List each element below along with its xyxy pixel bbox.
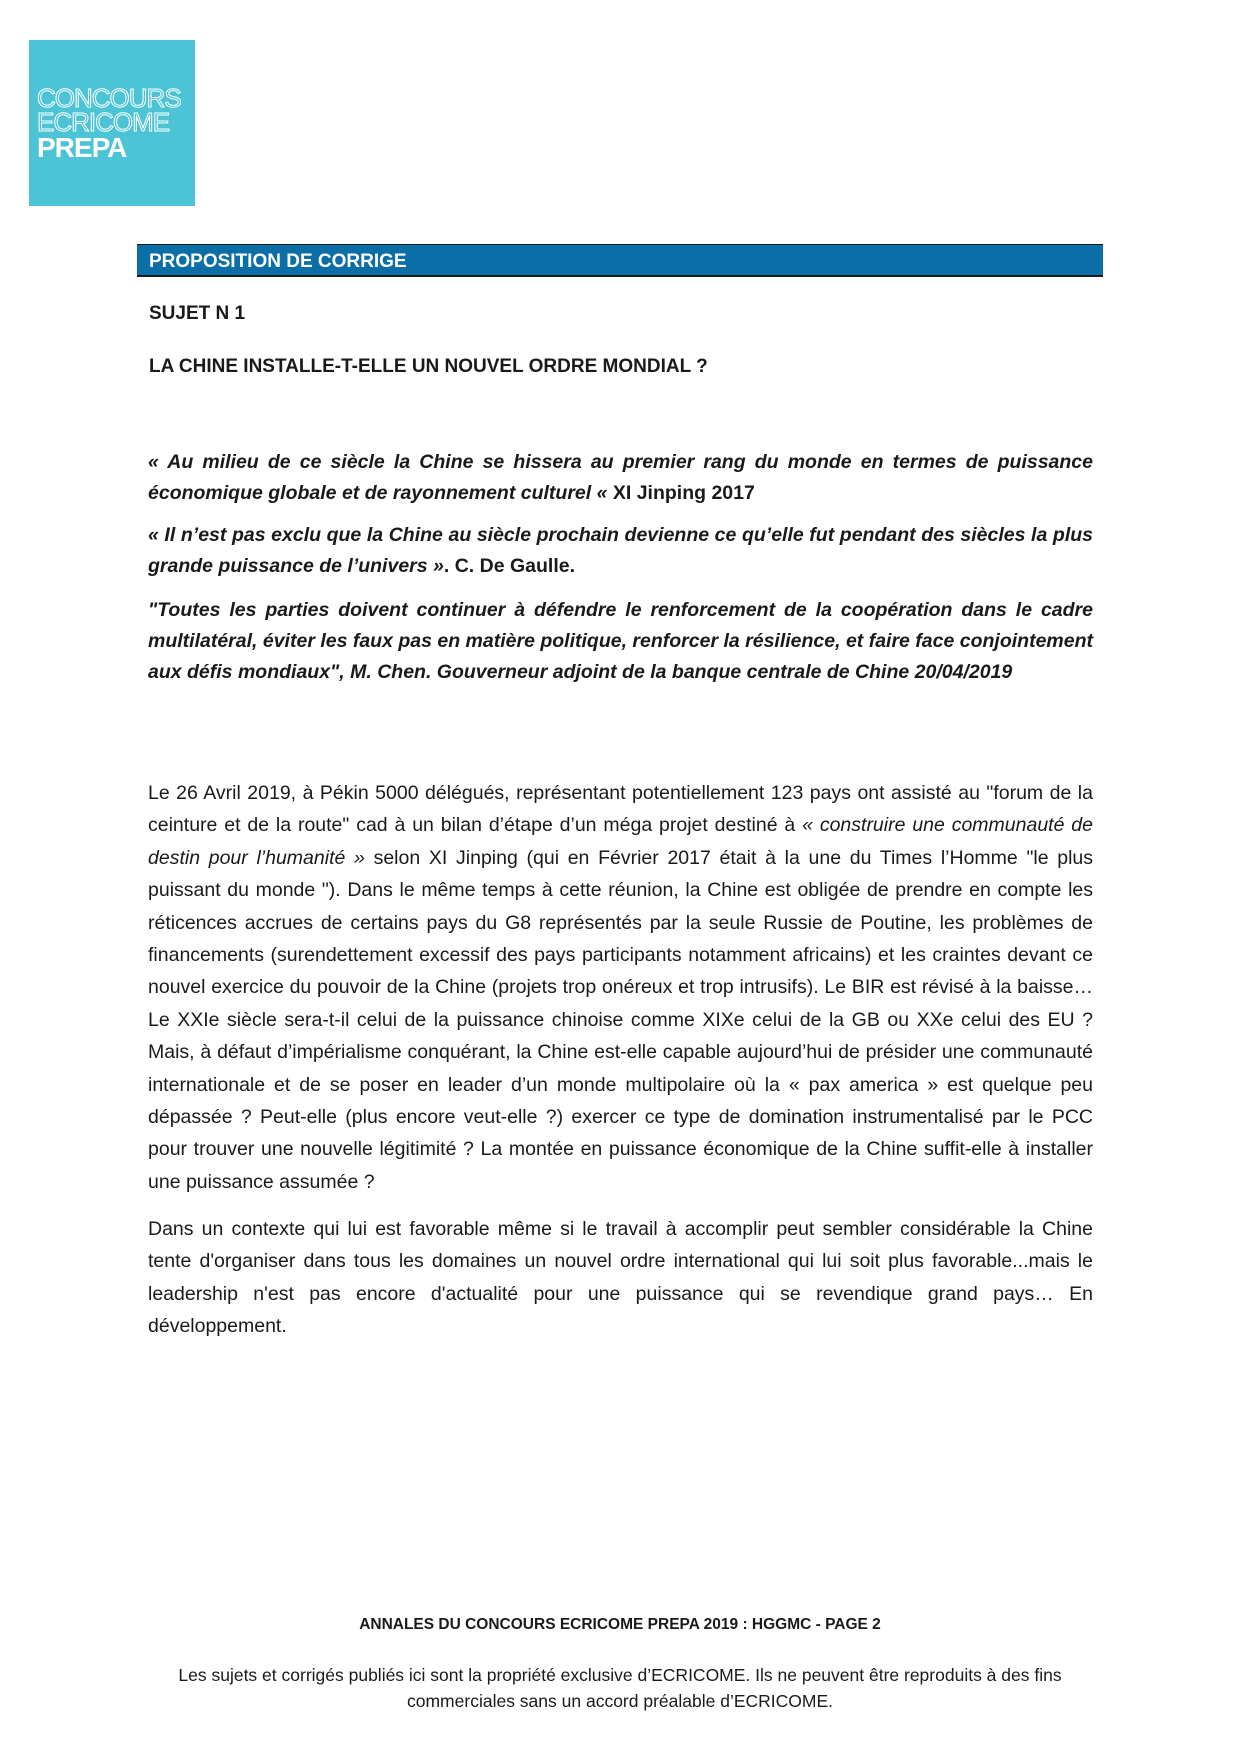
logo-line-ecricome: ECRICOME <box>37 107 170 137</box>
ecricome-logo <box>29 40 195 206</box>
intro-text-start: Le 26 Avril 2019, à Pékin 5000 délégués, représentant potentiellement 123 pays ont assisté au "forum de la ceinture et de la route" cad à un bilan d’étape d’un méga projet destiné à <box>148 782 1093 837</box>
quote-author: XI Jinping 2017 <box>612 482 755 504</box>
intro-text-end: selon XI Jinping (qui en Février 2017 était à la une du Times l’Homme "le plus puissant du monde "). Dans le même temps à cette réunion, la Chine est obligée de prendre en compte les réticences accrues de certains pays du G8 représentés par la seule Russie de Poutine, les problèmes de financements (surendettement excessif des pays participants notamment africains) et les craintes devant ce nouvel exercice du pouvoir de la Chine (projets trop onéreux et trop intrusifs). Le BIR est révisé à la baisse… Le XXIe siècle sera-t-il celui de la puissance chinoise comme XIXe celui de la GB ou XXe celui des EU ? Mais, à défaut d’impérialisme conquérant, la Chine est-elle capable aujourd’hui de présider une communauté internationale et de se poser en leader d’un monde multipolaire où la « pax america » est quelque peu dépassée ? Peut-elle (plus encore veut-elle ?) exercer ce type de domination instrumentalisé par le PCC pour trouver une nouvelle légitimité ? La montée en puissance économique de la Chine suffit-elle à installer une puissance assumée ? <box>148 846 1094 1193</box>
intro-italic-quote: « construire une communauté de destin pour l’humanité » <box>148 814 1093 869</box>
section-banner: PROPOSITION DE CORRIGE <box>137 244 1103 277</box>
quote-text: "Toutes les parties doivent continuer à défendre le renforcement de la coopération dans le cadre multilatéral, éviter les faux pas en matière politique, renforcer la résilience, et faire face conjointement aux défis mondiaux", M. Chen. Gouverneur adjoint de la banque centrale de Chine 20/04/2019 <box>148 599 1094 683</box>
intro-paragraph <box>148 777 1093 1198</box>
quote-xi-jinping <box>148 447 1093 509</box>
quote-text: « Il n’est pas exclu que la Chine au siècle prochain devienne ce qu’elle fut pendant des siècles la plus grande puissance de l’univers » <box>148 524 1093 577</box>
thesis-paragraph: Dans un contexte qui lui est favorable même si le travail à accomplir peut sembler considérable la Chine tente d'organiser dans tous les domaines un nouvel ordre international qui lui soit plus favorable...mais le leadership n'est pas encore d'actualité pour une puissance qui se revendique grand pays… En développement. <box>148 1218 1093 1338</box>
quote-author: . C. De Gaulle. <box>443 555 575 577</box>
quote-de-gaulle <box>148 520 1093 582</box>
logo-line-concours: CONCOURS <box>37 83 181 113</box>
quote-m-chen <box>148 595 1093 688</box>
subject-number: SUJET N 1 <box>149 303 246 324</box>
footer-copyright-note: Les sujets et corrigés publiés ici sont la propriété exclusive d’ECRICOME. Ils ne peuvent être reproduits à des fins commerciales sans un accord préalable d’ECRICOME. <box>178 1665 1062 1711</box>
logo-line-prepa: PREPA <box>37 132 127 163</box>
quote-text: « Au milieu de ce siècle la Chine se hissera au premier rang du monde en termes de puissance économique globale et de rayonnement culturel « <box>148 451 1093 504</box>
footer-title: ANNALES DU CONCOURS ECRICOME PREPA 2019 : HGGMC - PAGE 2 <box>359 1616 881 1633</box>
subject-title: LA CHINE INSTALLE-T-ELLE UN NOUVEL ORDRE MONDIAL ? <box>149 356 708 377</box>
